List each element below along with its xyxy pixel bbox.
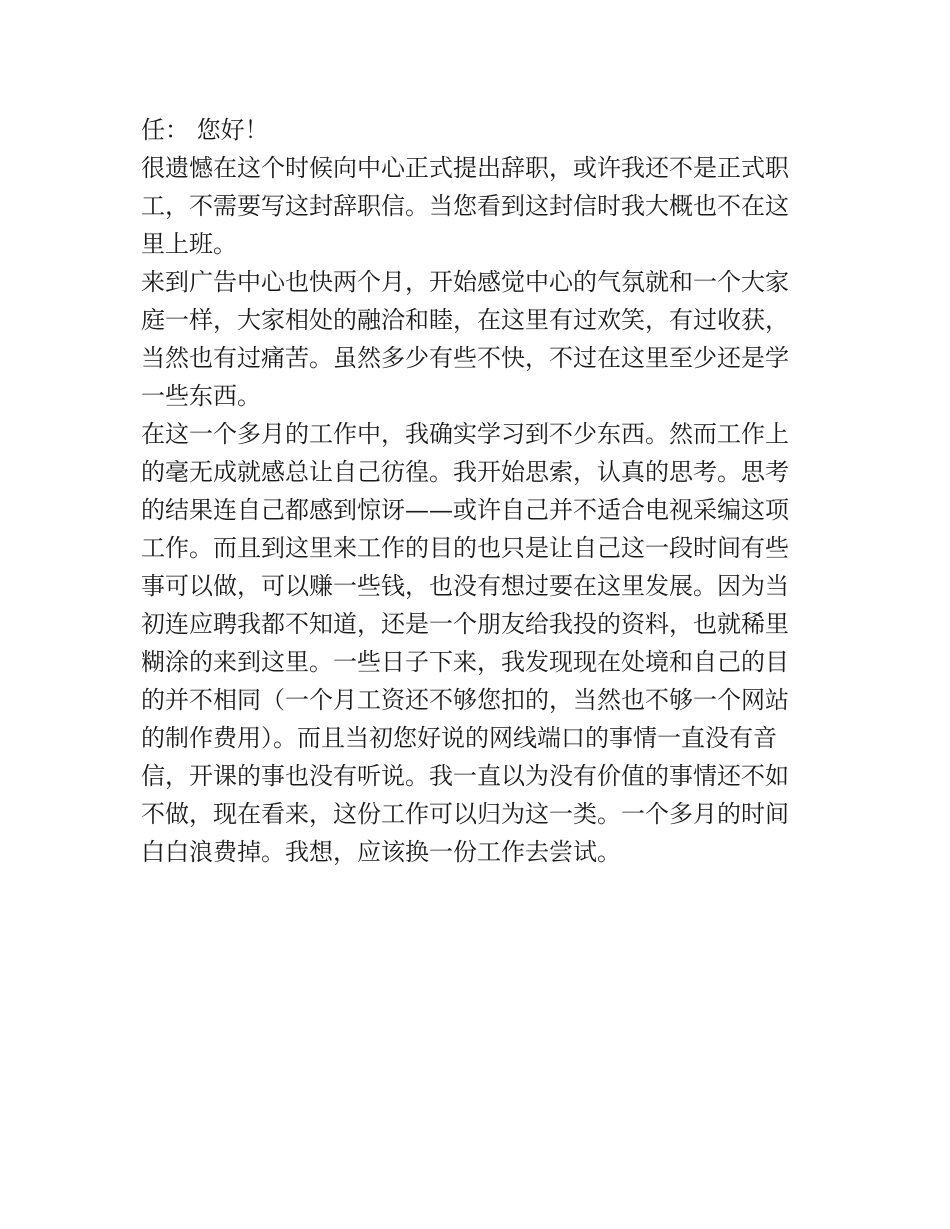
text-line: 的制作费用）。而且当初您好说的网线端口的事情一直没有音: [141, 724, 777, 752]
text-line: 当然也有过痛苦。虽然多少有些不快，不过在这里至少还是学: [141, 344, 789, 372]
text-line: 的并不相同（一个月工资还不够您扣的，当然也不够一个网站: [141, 686, 789, 714]
text-line: 的结果连自己都感到惊讶——或许自己并不适合电视采编这项: [141, 496, 789, 524]
text-line: 的毫无成就感总让自己彷徨。我开始思索，认真的思考。思考: [141, 458, 789, 486]
text-line: 工，不需要写这封辞职信。当您看到这封信时我大概也不在这: [141, 192, 789, 220]
text-line: 白白浪费掉。我想，应该换一份工作去尝试。: [141, 838, 621, 866]
text-line: 初连应聘我都不知道，还是一个朋友给我投的资料，也就稀里: [141, 610, 789, 638]
greeting-line: 任： 您好！: [141, 116, 269, 144]
text-line: 很遗憾在这个时候向中心正式提出辞职，或许我还不是正式职: [141, 154, 789, 182]
letter-body: [141, 111, 821, 871]
text-line: 一些东西。: [141, 382, 261, 410]
text-line: 糊涂的来到这里。一些日子下来，我发现现在处境和自己的目: [141, 648, 789, 676]
text-line: 里上班。: [141, 230, 237, 258]
text-line: 庭一样，大家相处的融洽和睦，在这里有过欢笑，有过收获，: [141, 306, 789, 334]
text-line: 工作。而且到这里来工作的目的也只是让自己这一段时间有些: [141, 534, 789, 562]
text-line: 信，开课的事也没有听说。我一直以为没有价值的事情还不如: [141, 762, 789, 790]
text-line: 不做，现在看来，这份工作可以归为这一类。一个多月的时间: [141, 800, 789, 828]
text-line: 在这一个多月的工作中，我确实学习到不少东西。然而工作上: [141, 420, 789, 448]
text-line: 事可以做，可以赚一些钱，也没有想过要在这里发展。因为当: [141, 572, 789, 600]
text-line: 来到广告中心也快两个月，开始感觉中心的气氛就和一个大家: [141, 268, 789, 296]
